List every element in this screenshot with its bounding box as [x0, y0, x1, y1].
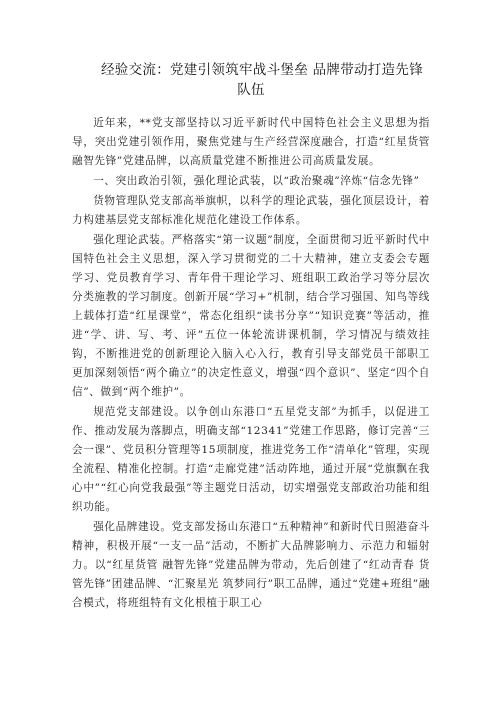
- paragraph-branch-building: 规范党支部建设。以争创山东港口“五星党支部”为抓手，以促进工作、推动发展为落脚点，明确支部“12341”党建工作思路，修订完善“三会一课”、党员积分管理等15项制度，推进党务工作“清单化”管理，实现全流程、精准化控制。打造“走廊党建”活动阵地，通过开展“党旗飘在我心中”“红心向党我最强”等主题党日活动，切实增强党支部政治功能和组织功能。: [72, 406, 430, 513]
- paragraph-section-1-lead: 货物管理队党支部高举旗帜，以科学的理论武装，强化顶层设计，着力构建基层党支部标准化规范化建设工作体系。: [72, 195, 430, 226]
- document-title: [72, 60, 430, 100]
- title-line-2: 队伍: [237, 82, 265, 98]
- paragraph-intro: 近年来，**党支部坚持以习近平新时代中国特色社会主义思想为指导，突出党建引领作用，聚焦党建与生产经营深度融合，打造“红星货管 融智先锋”党建品牌，以高质量党建不断推进公司高质量发展。: [72, 117, 430, 167]
- document-body: [72, 114, 430, 613]
- title-line-1: 经验交流：党建引领筑牢战斗堡垒 品牌带动打造先锋: [101, 62, 423, 78]
- paragraph-theory: 强化理论武装。严格落实“第一议题”制度，全面贯彻习近平新时代中国特色社会主义思想，深入学习贯彻党的二十大精神，建立支委会专题学习、党员教育学习、青年骨干理论学习、班组职工政治学习等分层次分类施教的学习制度。创新开展“学习+”机制，结合学习强国、知鸟等线上载体打造“红星课堂”，常态化组织“读书分享”“知识竞赛”等活动，推进“学、讲、写、考、评”五位一体轮流讲课机制，学习情况与绩效挂钩，不断推进党的创新理论入脑入心入行，教育引导支部党员干部职工更加深刻领悟“两个确立”的决定性意义，增强“四个意识”、坚定“四个自信”、做到“两个维护”。: [72, 234, 430, 398]
- paragraph-brand-building: 强化品牌建设。党支部发扬山东港口“五种精神”和新时代日照港奋斗精神，积极开展“一支一品”活动，不断扩大品牌影响力、示范力和辐射力。以“红星货管 融智先锋”党建品牌为带动，先后创建了“红动青春 货管先锋”团建品牌、“汇聚星光 筑梦同行”职工品牌，通过“党建+班组”融合模式，将班组特有文化根植于职工心: [72, 521, 430, 609]
- section-heading-1: 一、突出政治引领，强化理论武装，以“政治聚魂”淬炼“信念先锋”: [93, 175, 420, 187]
